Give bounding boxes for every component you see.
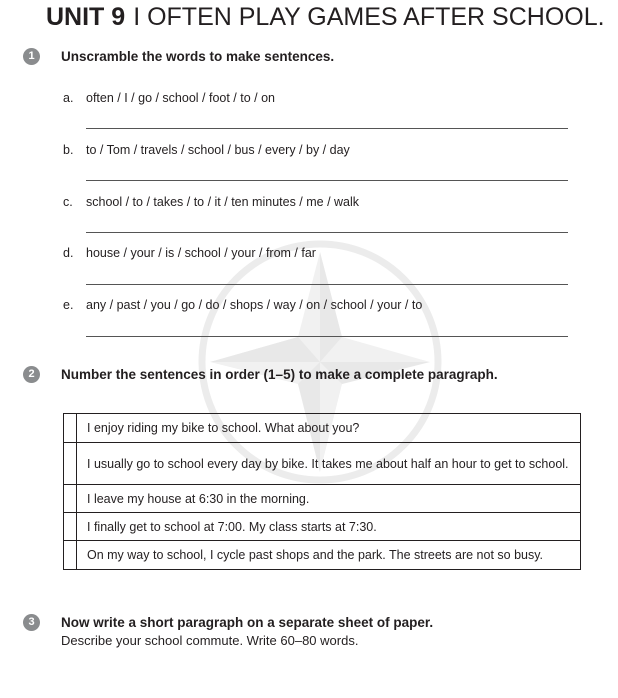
page-title <box>46 2 606 32</box>
scrambled-words: to / Tom / travels / school / bus / every / by / day <box>86 143 350 157</box>
order-number-box[interactable] <box>64 414 77 443</box>
sentence-cell: I usually go to school every day by bike. It takes me about half an hour to get to school. <box>77 443 581 485</box>
scrambled-words: house / your / is / school / your / from / far <box>86 246 316 260</box>
sentence-cell: I finally get to school at 7:00. My class starts at 7:30. <box>77 513 581 541</box>
order-number-box[interactable] <box>64 443 77 485</box>
answer-line[interactable] <box>86 336 568 337</box>
table-row <box>64 513 581 541</box>
exercise-3-instruction: Now write a short paragraph on a separate sheet of paper. <box>61 615 434 630</box>
exercise-number-badge: 3 <box>23 614 40 631</box>
scrambled-words: any / past / you / go / do / shops / way / on / school / your / to <box>86 298 423 312</box>
question-letter: b. <box>63 143 74 157</box>
question-letter: e. <box>63 298 74 312</box>
exercise-1-instruction: Unscramble the words to make sentences. <box>61 49 335 64</box>
sentence-cell: I enjoy riding my bike to school. What about you? <box>77 414 581 443</box>
scrambled-words: school / to / takes / to / it / ten minutes / me / walk <box>86 195 360 209</box>
table-row <box>64 541 581 570</box>
order-number-box[interactable] <box>64 485 77 513</box>
question-letter: d. <box>63 246 74 260</box>
table-row <box>64 485 581 513</box>
order-number-box[interactable] <box>64 541 77 570</box>
table-row <box>64 443 581 485</box>
ordering-table <box>63 413 581 570</box>
sentence-cell: I leave my house at 6:30 in the morning. <box>77 485 581 513</box>
question-letter: a. <box>63 91 74 105</box>
sentence-cell: On my way to school, I cycle past shops and the park. The streets are not so busy. <box>77 541 581 570</box>
unit-title: I OFTEN PLAY GAMES AFTER SCHOOL. <box>133 3 605 31</box>
answer-line[interactable] <box>86 284 568 285</box>
exercise-2-instruction: Number the sentences in order (1–5) to make a complete paragraph. <box>61 367 498 382</box>
order-number-box[interactable] <box>64 513 77 541</box>
answer-line[interactable] <box>86 180 568 181</box>
question-letter: c. <box>63 195 73 209</box>
exercise-number-badge: 2 <box>23 366 40 383</box>
exercise-3-subtext: Describe your school commute. Write 60–80 words. <box>61 633 359 648</box>
answer-line[interactable] <box>86 232 568 233</box>
scrambled-words: often / I / go / school / foot / to / on <box>86 91 276 105</box>
table-row <box>64 414 581 443</box>
answer-line[interactable] <box>86 128 568 129</box>
unit-label: UNIT 9 <box>46 3 126 31</box>
exercise-number-badge: 1 <box>23 48 40 65</box>
